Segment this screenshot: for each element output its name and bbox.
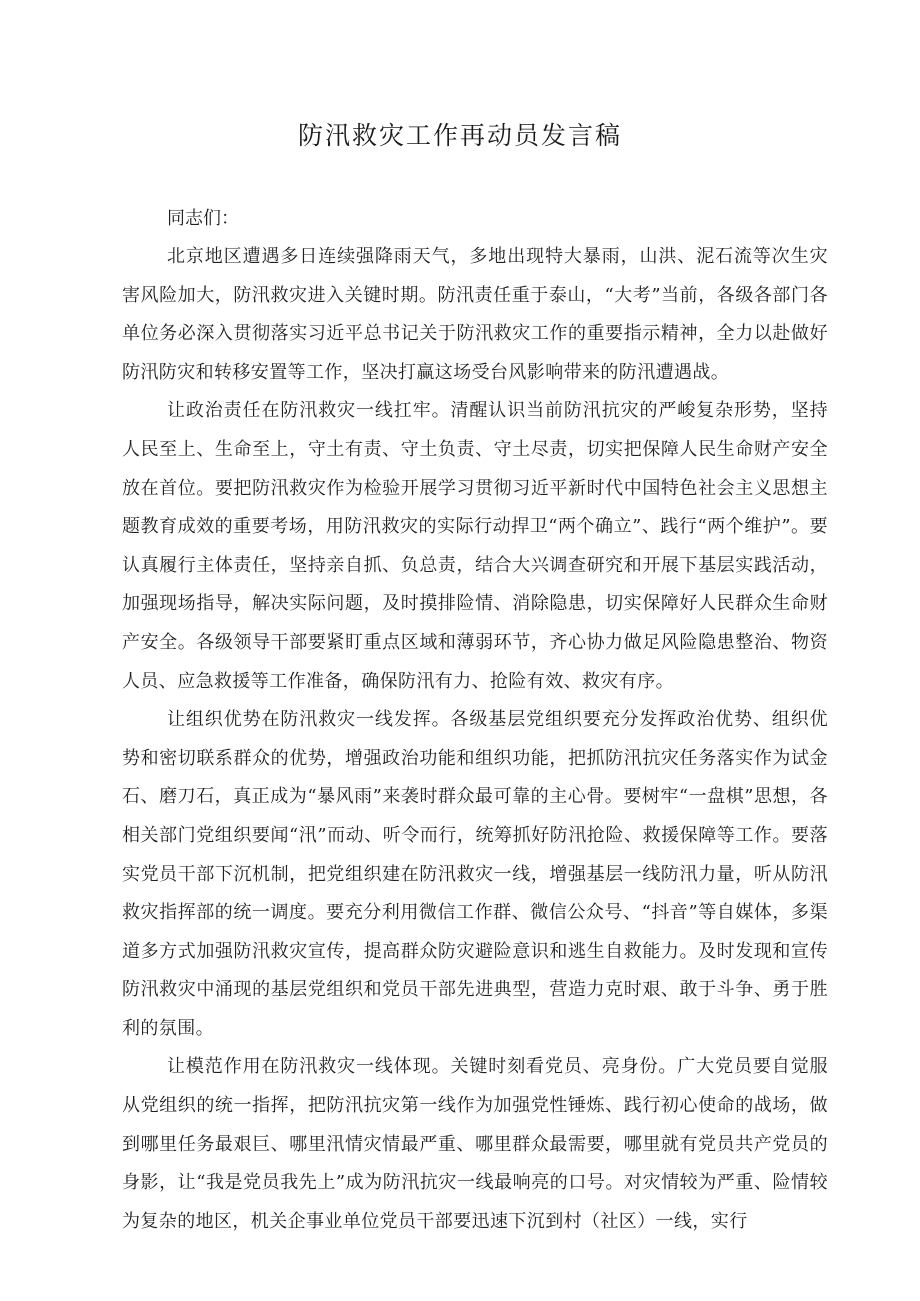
- document-title: 防汛救灾工作再动员发言稿: [297, 121, 622, 150]
- paragraph-organizational-advantage: 让组织优势在防汛救灾一线发挥。各级基层党组织要充分发挥政治优势、组织优势和密切联系群众的优势，增强政治功能和组织功能，把抓防汛抗灾任务落实作为试金石、磨刀石，真正成为“暴风雨”来袭时群众最可靠的主心骨。要树牢“一盘棋”思想，各相关部门党组织要闻“汛”而动、听令而行，统筹抓好防汛抢险、救援保障等工作。要落实党员干部下沉机制，把党组织建在防汛救灾一线，增强基层一线防汛力量，听从防汛救灾指挥部的统一调度。要充分利用微信工作群、微信公众号、“抖音”等自媒体，多渠道多方式加强防汛救灾宣传，提高群众防灾避险意识和逃生自救能力。及时发现和宣传防汛救灾中涌现的基层党组织和党员干部先进典型，营造力克时艰、敢于斗争、勇于胜利的氛围。: [122, 709, 828, 1039]
- paragraph-intro: 北京地区遭遇多日连续强降雨天气，多地出现特大暴雨，山洪、泥石流等次生灾害风险加大，防汛救灾进入关键时期。防汛责任重于泰山，“大考”当前，各级各部门各单位务必深入贯彻落实习近平总书记关于防汛救灾工作的重要指示精神，全力以赴做好防汛防灾和转移安置等工作，坚决打赢这场受台风影响带来的防汛遭遇战。: [122, 246, 828, 383]
- paragraph-exemplary-role: 让模范作用在防汛救灾一线体现。关键时刻看党员、亮身份。广大党员要自觉服从党组织的统一指挥，把防汛抗灾第一线作为加强党性锤炼、践行初心使命的战场，做到哪里任务最艰巨、哪里汛情灾情最严重、哪里群众最需要，哪里就有党员共产党员的身影，让“我是党员我先上”成为防汛抗灾一线最响亮的口号。对灾情较为严重、险情较为复杂的地区，机关企事业单位党员干部要迅速下沉到村（社区）一线，实行: [122, 1056, 828, 1232]
- salutation: 同志们：: [167, 208, 239, 229]
- paragraph-political-responsibility: 让政治责任在防汛救灾一线扛牢。清醒认识当前防汛抗灾的严峻复杂形势，坚持人民至上、生命至上，守土有责、守土负责、守土尽责，切实把保障人民生命财产安全放在首位。要把防汛救灾作为检验开展学习贯彻习近平新时代中国特色社会主义思想主题教育成效的重要考场，用防汛救灾的实际行动捍卫“两个确立”、践行“两个维护”。要认真履行主体责任，坚持亲自抓、负总责，结合大兴调查研究和开展下基层实践活动，加强现场指导，解决实际问题，及时摸排险情、消除隐患，切实保障好人民群众生命财产安全。各级领导干部要紧盯重点区域和薄弱环节，齐心协力做足风险隐患整治、物资人员、应急救援等工作准备，确保防汛有力、抢险有效、救灾有序。: [122, 400, 828, 692]
- document-body: [122, 200, 828, 1241]
